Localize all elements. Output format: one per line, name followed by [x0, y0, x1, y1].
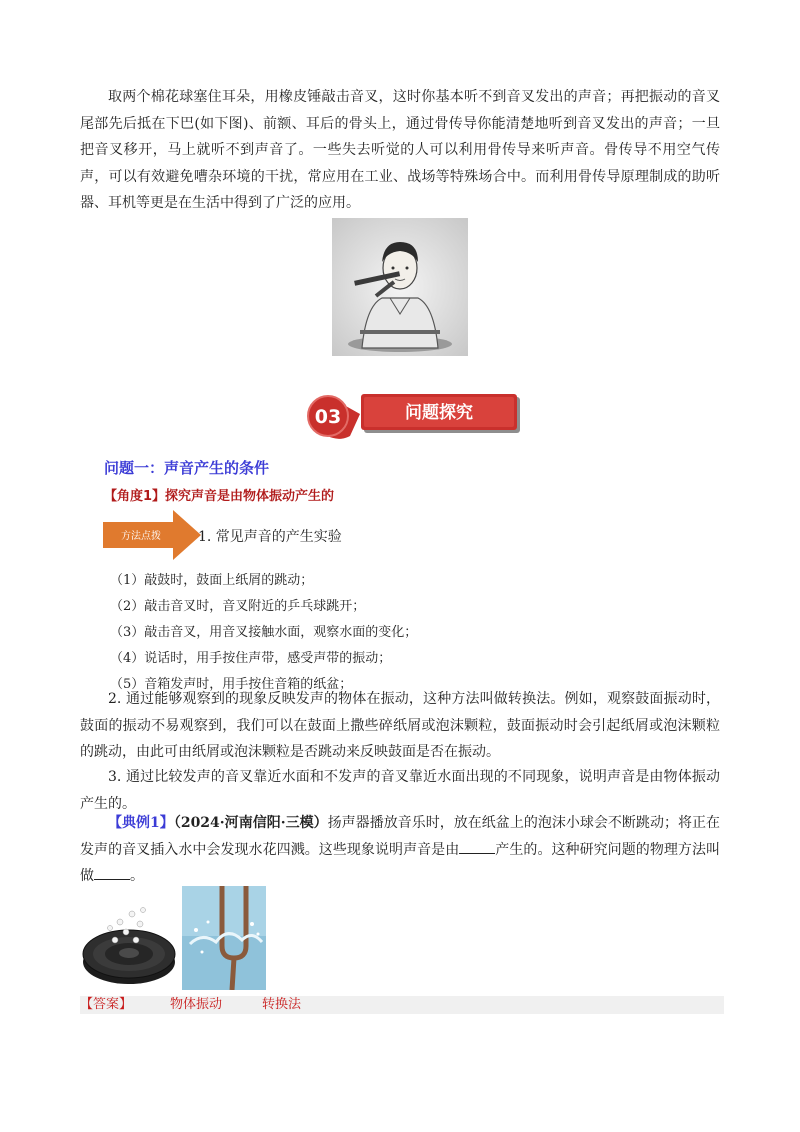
intro-paragraph: 取两个棉花球塞住耳朵，用橡皮锤敲击音叉，这时你基本听不到音叉发出的声音；再把振动的音叉尾部先后抵在下巴(如下图)、前额、耳后的骨头上，通过骨传导你能清楚地听到音叉发出的声音；一旦把音叉移开，马上就听不到声音了。一些失去听觉的人可以利用骨传导来听声音。骨传导不用空气传声，可以有效避免嘈杂环境的干扰，常应用在工业、战场等特殊场合中。而利用骨传导原理制成的助听器、耳机等更是在生活中得到了广泛的应用。 [80, 89, 720, 211]
question-title: 问题一：声音产生的条件 [104, 459, 270, 477]
answer-bar [80, 996, 724, 1014]
list-item: （2）敲击音叉时，音叉附近的乒乓球跳开； [110, 599, 366, 614]
example-source: （2024·河南信阳·三模） [173, 815, 328, 831]
example-1 [80, 810, 720, 890]
method-point-3: 3. 通过比较发声的音叉靠近水面和不发声的音叉靠近水面出现的不同现象，说明声音是由物体振动产生的。 [80, 769, 720, 812]
experiment-list [110, 568, 417, 698]
speaker-image [80, 900, 178, 988]
banner-number: 03 [314, 406, 342, 428]
answer-value-1: 物体振动 [170, 997, 223, 1012]
list-item: （4）说话时，用手按住声带，感受声带的振动； [110, 651, 392, 666]
answer-value-2: 转换法 [262, 997, 302, 1012]
answer-blank-2 [94, 865, 130, 880]
example-text-1: 扬声器播放音乐时，放在纸盆上的泡沫小球会不断跳动；将正在发声的音叉插入水中会发现水花四溅。这些现象说明声音是由 [80, 815, 720, 858]
section-banner [298, 392, 524, 444]
answer-label: 【答案】 [80, 997, 133, 1012]
answer-blank-1 [459, 839, 495, 854]
tuning-fork-water-image [182, 886, 266, 990]
method-point-2: 2. 通过能够观察到的现象反映发声的物体在振动，这种方法叫做转换法。例如，观察鼓面振动时，鼓面的振动不易观察到，我们可以在鼓面上撒些碎纸屑或泡沫颗粒，鼓面振动时会引起纸屑或泡沫颗粒的跳动，由此可由纸屑或泡沫颗粒是否跳动来反映鼓面是否在振动。 [80, 691, 720, 760]
example-text-3: 。 [130, 868, 144, 884]
bone-conduction-illustration [332, 218, 468, 356]
angle-heading: 【角度1】探究声音是由物体振动产生的 [104, 489, 335, 504]
method-arrow-tag [103, 510, 203, 560]
list-item: （3）敲击音叉，用音叉接触水面，观察水面的变化； [110, 625, 418, 640]
banner-title: 问题探究 [405, 403, 473, 423]
method-tag-label: 方法点拨 [121, 531, 161, 542]
list-item: （1）敲鼓时，鼓面上纸屑的跳动； [110, 573, 314, 588]
method-heading: 1. 常见声音的产生实验 [198, 529, 342, 545]
list-item: （5）音箱发声时，用手按住音箱的纸盆； [110, 677, 353, 692]
example-label: 【典例1】 [108, 815, 174, 831]
example-text-2: 产生的。这种研究问题的物理方法叫做 [80, 841, 721, 884]
